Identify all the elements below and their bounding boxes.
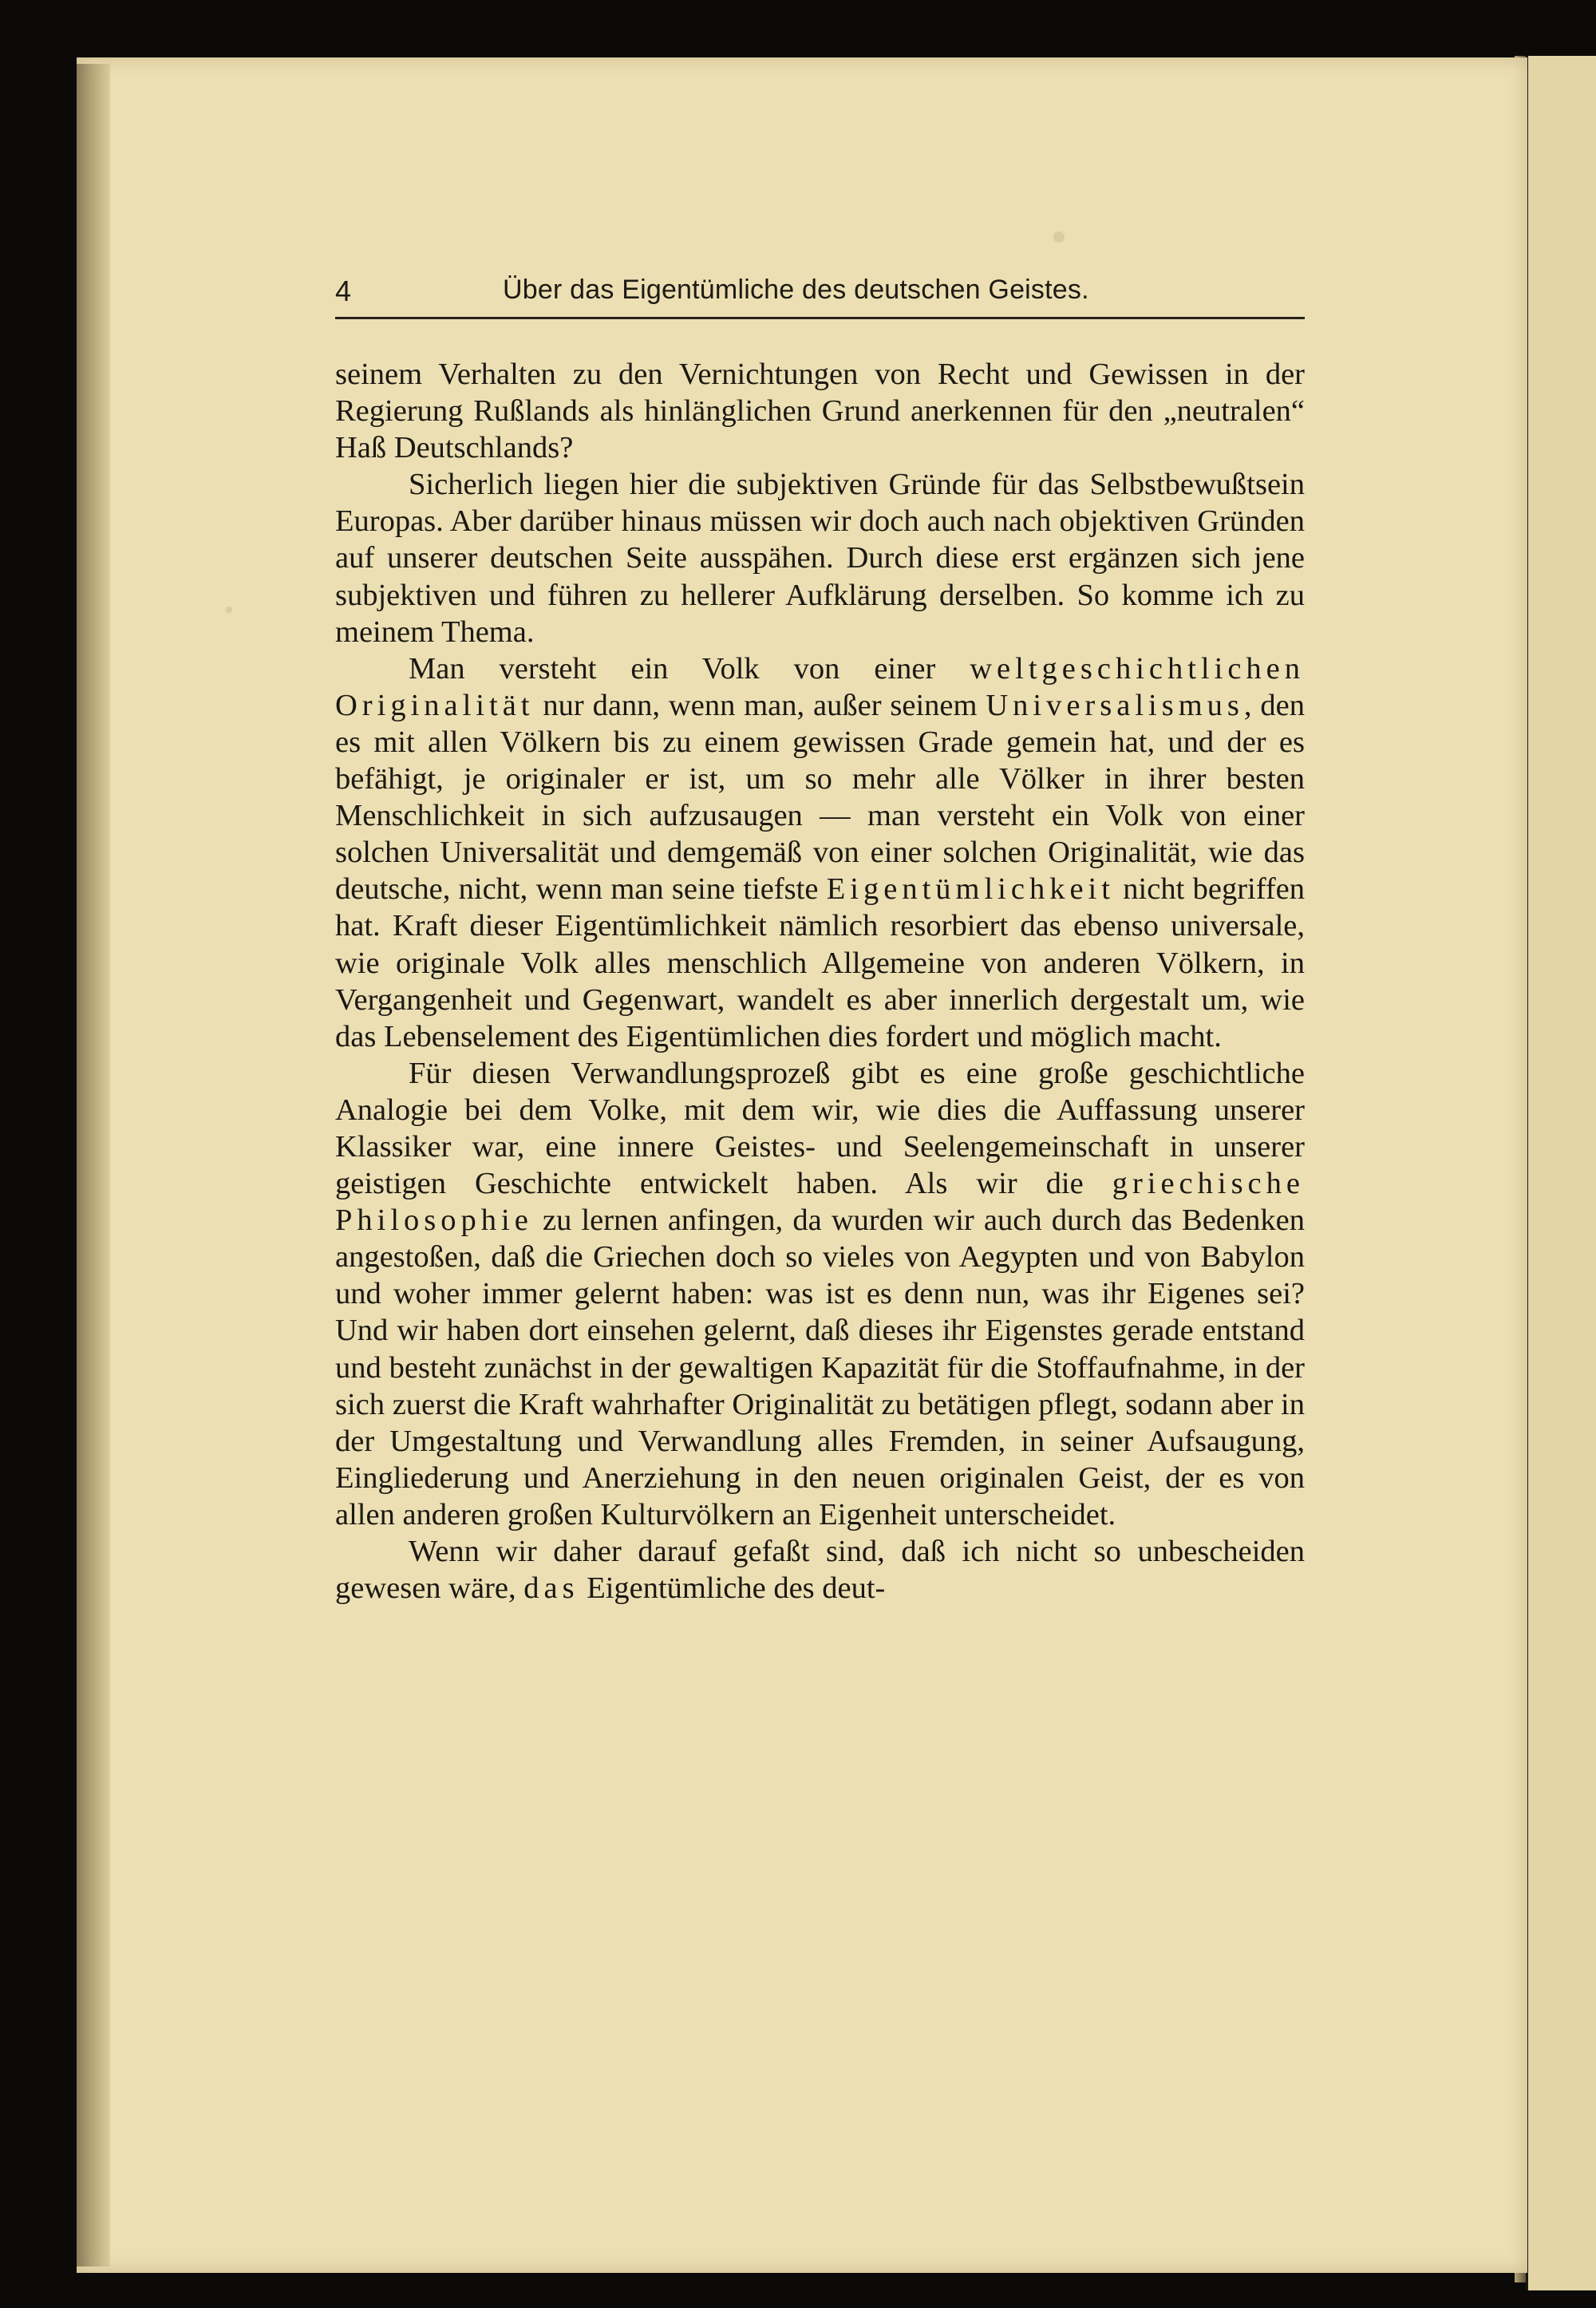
paragraph-text: Eigentümliche des deut- (579, 1571, 886, 1606)
page-stain (226, 607, 232, 613)
paragraph-text: Wenn wir daher darauf gefaßt sind, daß ich nicht so unbescheiden gewesen wäre, (335, 1535, 1305, 1606)
body-text (335, 356, 1305, 1607)
page-number: 4 (335, 275, 352, 307)
page-edge-shadow (77, 64, 110, 2267)
paragraph-text: nicht begriffen hat. Kraft dieser Eigentümlichkeit nämlich resorbiert das ebenso universale, wie originale Volk alles menschlich Allgemeine von anderen Völkern, in Vergangenheit und Gegenwart, wandelt es aber innerlich dergestalt um, wie das Lebenselement des Eigentümlichen dies fordert und möglich macht. (335, 872, 1305, 1053)
page-stain (1053, 231, 1065, 243)
paragraph (335, 1055, 1305, 1533)
running-header (335, 275, 1305, 319)
paragraph-text: Sicherlich liegen hier die subjektiven Gründe für das Selbstbewußtsein Europas. Aber darüber hinaus müssen wir doch auch nach objektiven Gründen auf unserer deutschen Seite ausspähen. Durch diese erst ergänzen sich jene subjektiven und führen zu hellerer Aufklärung derselben. So komme ich zu meinem Thema. (335, 468, 1305, 649)
paragraph-text: zu lernen anfingen, da wurden wir auch durch das Bedenken angestoßen, daß die Griechen doch so vieles von Aegypten und von Babylon und woher immer gelernt haben: was ist es denn nun, was ihr Eigenes sei? Und wir haben dort einsehen gelernt, daß dieses ihr Eigenstes gerade entstand und besteht zunächst in der gewaltigen Kapazität für die Stoffaufnahme, in der sich zuerst die Kraft wahrhafter Originalität zu betätigen pflegt, sodann aber in der Umgestaltung und Verwandlung alles Fremden, in seiner Aufsaugung, Eingliederung und Anerziehung in den neuen originalen Geist, der es von allen anderen großen Kulturvölkern an Eigenheit unterscheidet. (335, 1203, 1305, 1531)
paragraph (335, 356, 1305, 466)
emphasized-spaced-text: Eigentümlichkeit (826, 872, 1115, 907)
paragraph (335, 1533, 1305, 1607)
running-title: Über das Eigentümliche des deutschen Geistes. (503, 275, 1089, 305)
paragraph (335, 650, 1305, 1055)
emphasized-spaced-text: griechische Philosophie (335, 1167, 1305, 1238)
paragraph (335, 466, 1305, 650)
emphasized-spaced-text: das (523, 1571, 579, 1606)
paragraph-text: Man versteht ein Volk von einer (409, 651, 970, 686)
emphasized-spaced-text: Universalismus (986, 688, 1244, 722)
paragraph-text: , den es mit allen Völkern bis zu einem gewissen Grade gemein hat, und der es befähigt, je originaler er ist, um so mehr alle Völker in ihrer besten Menschlichkeit in sich aufzusaugen — man versteht ein Volk von einer solchen Universalität und demgemäß von einer solchen Originalität, wie das deutsche, nicht, wenn man seine tiefste (335, 688, 1305, 907)
facing-page-edge (1526, 56, 1596, 2290)
paragraph-text: nur dann, wenn man, außer seinem (534, 688, 986, 722)
paragraph-text: Für diesen Verwandlungsprozeß gibt es eine große geschichtliche Analogie bei dem Volke, mit dem wir, wie dies die Auffassung unserer Klassiker war, eine innere Geistes- und Seelengemeinschaft in unserer geistigen Geschichte entwickelt haben. Als wir die (335, 1056, 1305, 1201)
header-rule (335, 317, 1305, 319)
paragraph-text: seinem Verhalten zu den Vernichtungen von Recht und Gewissen in der Regierung Rußlands als hinlänglichen Grund anerkennen für den „neutralen“ Haß Deutschlands? (335, 358, 1305, 465)
emphasized-spaced-text: weltgeschichtlichen Originalität (335, 651, 1305, 722)
